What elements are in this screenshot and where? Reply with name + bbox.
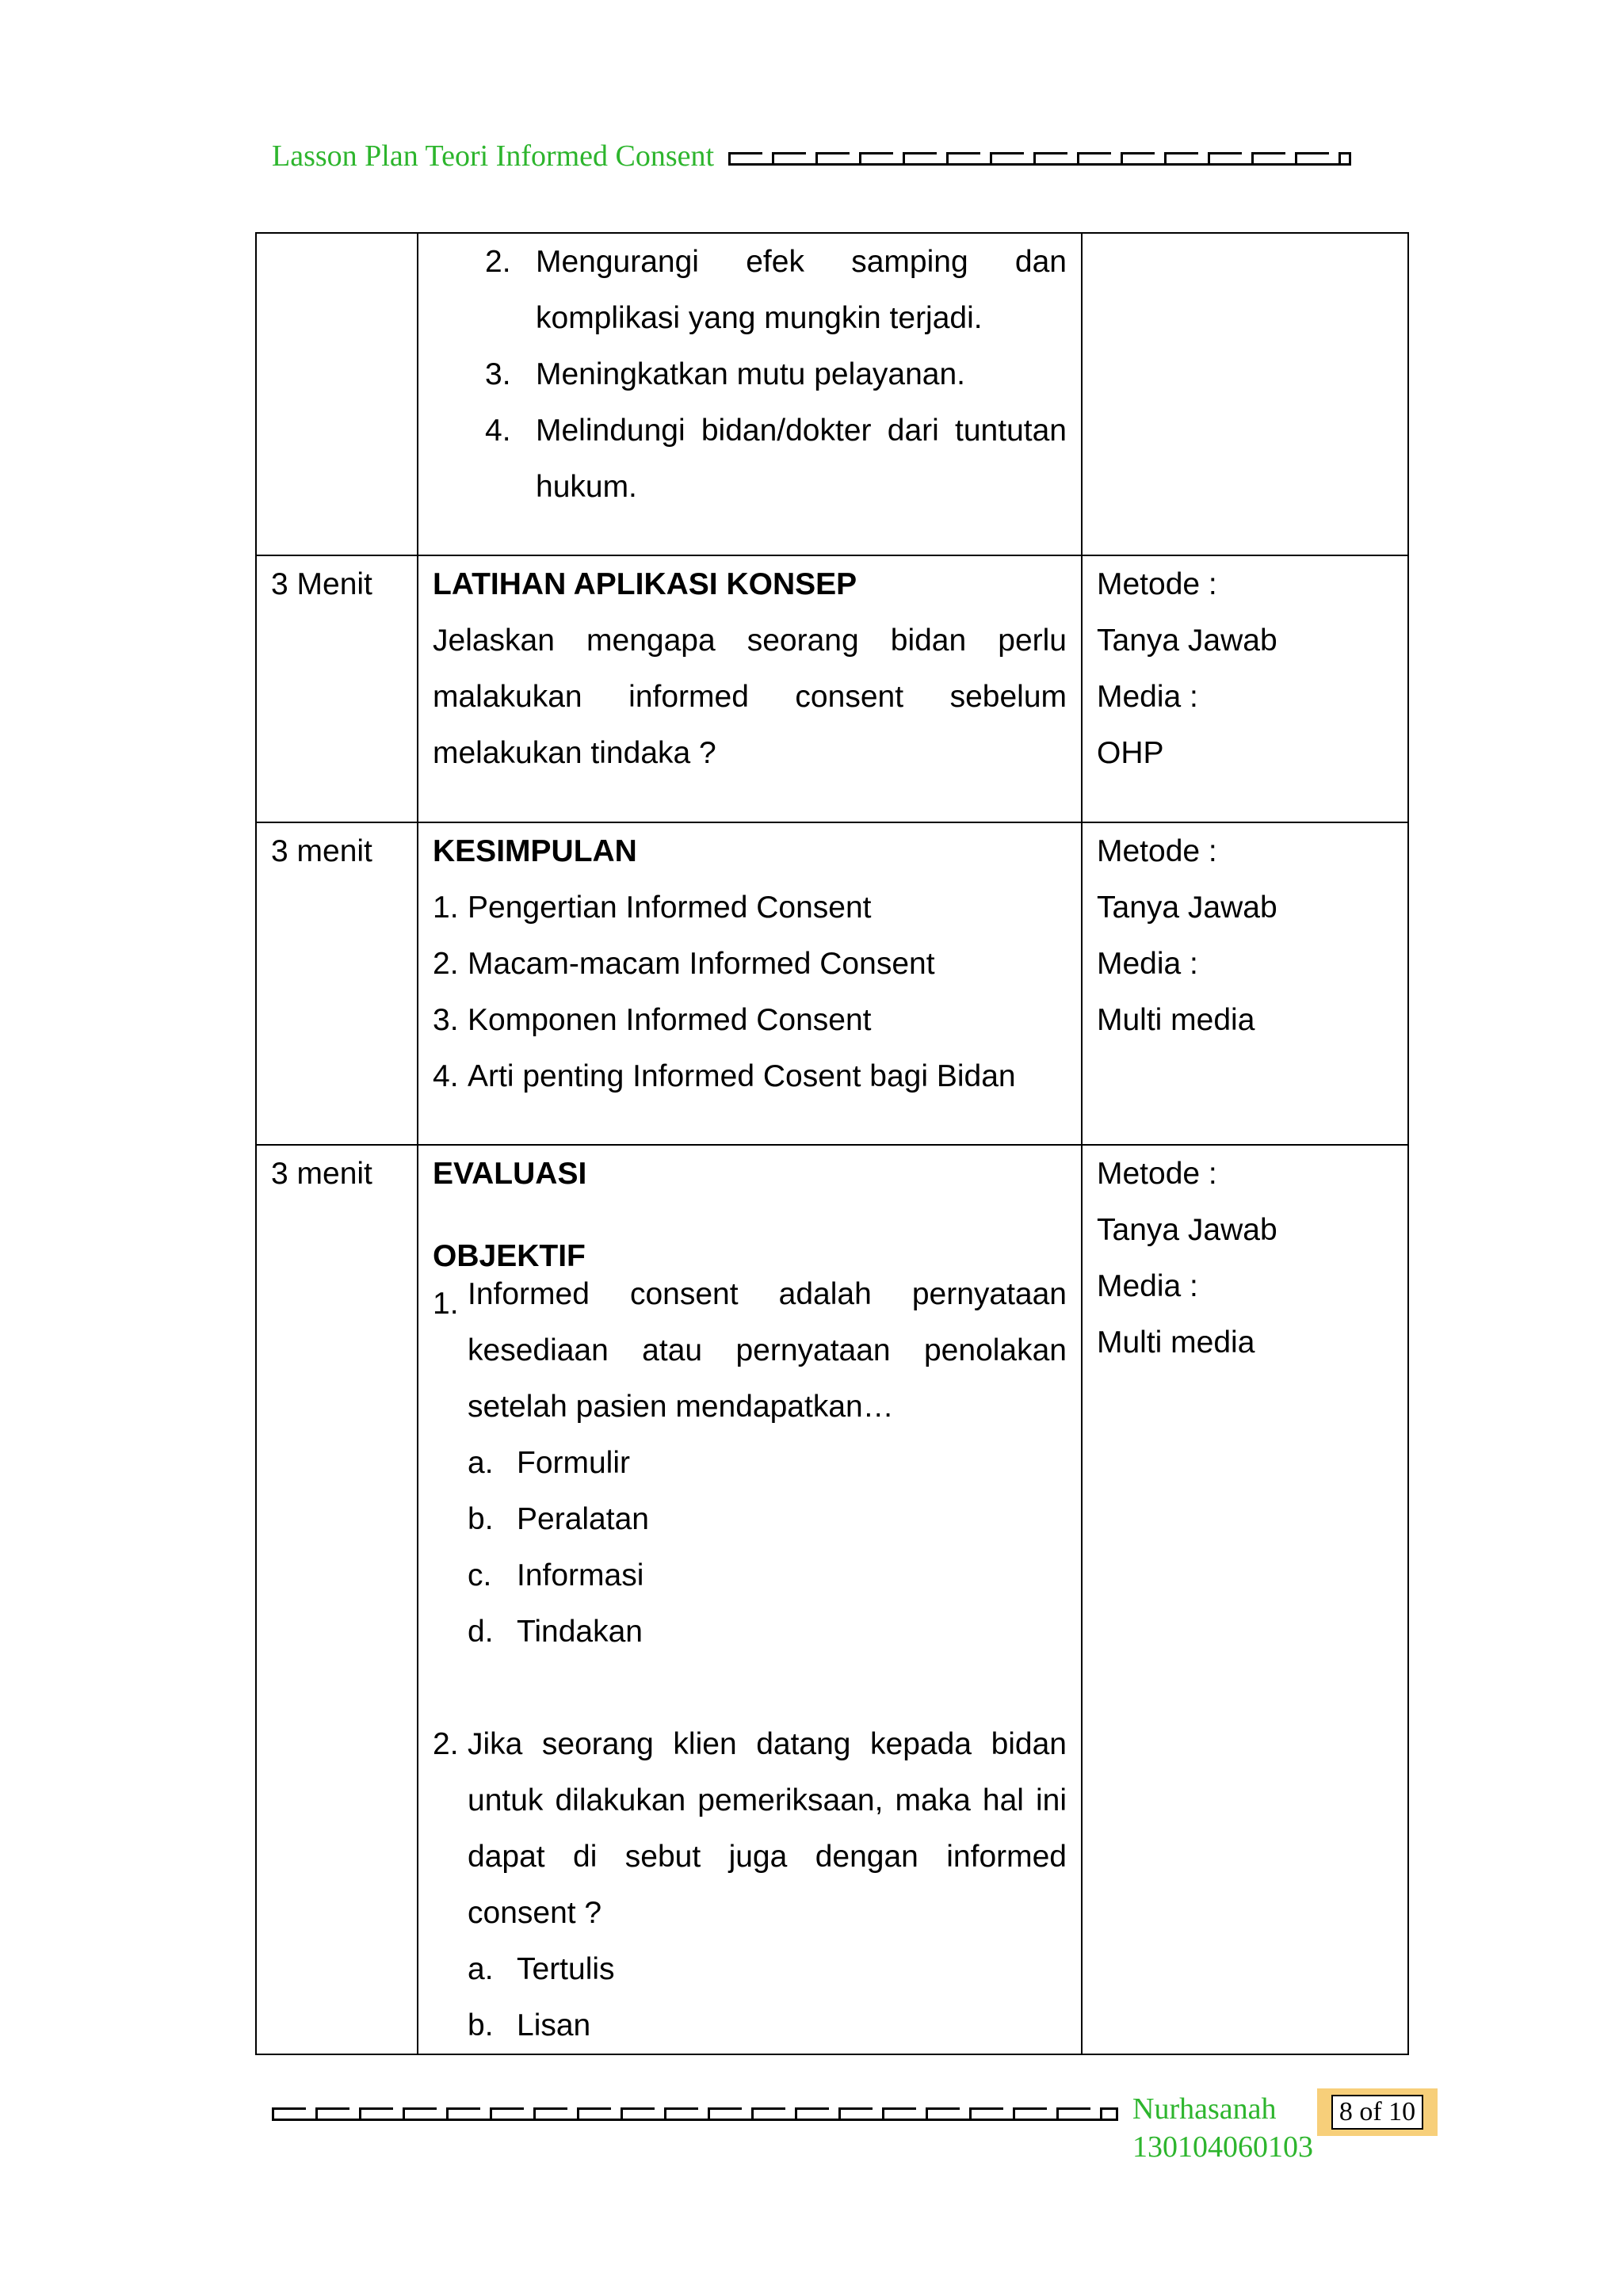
page-footer <box>272 2085 1313 2166</box>
media-value: Multi media <box>1097 1325 1255 1360</box>
question-list <box>433 1276 1067 1435</box>
table-row <box>256 233 1408 555</box>
time-cell: 3 Menit <box>256 555 418 822</box>
content-cell <box>418 1145 1082 2054</box>
answer-option: b. Peralatan <box>468 1502 649 1536</box>
section-heading: LATIHAN APLIKASI KONSEP <box>433 567 857 601</box>
question-item: 1. Informed consent adalah pernyataan kesediaan atau pernyataan penolakan setelah pasien mendapatkan… <box>433 1276 1067 1435</box>
answer-options <box>433 1941 1067 2054</box>
answer-option: b. Lisan <box>468 2008 591 2042</box>
page-header <box>272 136 1351 176</box>
media-value: Multi media <box>1097 1003 1255 1037</box>
header-decorative-border <box>728 152 1351 166</box>
page-number: 8 of 10 <box>1331 2095 1423 2130</box>
conclusion-list <box>433 879 1067 1104</box>
list-item: 3. Meningkatkan mutu pelayanan. <box>485 357 966 391</box>
media-value: OHP <box>1097 736 1164 770</box>
question-text: Jika seorang klien datang kepada bidan untuk dilakukan pemeriksaan, maka hal ini dapat di sebut juga dengan informed consent ? <box>468 1727 1067 1930</box>
list-item: 3. Komponen Informed Consent <box>433 1003 872 1037</box>
exercise-question: Jelaskan mengapa seorang bidan perlu malakukan informed consent sebelum melakukan tindaka ? <box>433 624 1067 770</box>
table-row <box>256 1145 1408 2054</box>
media-label: Media : <box>1097 680 1198 714</box>
question-list <box>433 1716 1067 1941</box>
author-info <box>1132 2090 1313 2166</box>
media-label: Media : <box>1097 947 1198 981</box>
method-label: Metode : <box>1097 834 1217 868</box>
time-cell: 3 menit <box>256 1145 418 2054</box>
section-subheading: OBJEKTIF <box>433 1239 586 1273</box>
list-item: 2. Mengurangi efek samping dan komplikasi yang mungkin terjadi. <box>485 245 1067 335</box>
time-cell <box>256 233 418 555</box>
list-item: 4. Arti penting Informed Cosent bagi Bidan <box>433 1059 1016 1093</box>
list-item: 4. Melindungi bidan/dokter dari tuntutan hukum. <box>485 414 1067 504</box>
section-heading: KESIMPULAN <box>433 834 637 868</box>
content-cell <box>418 822 1082 1145</box>
header-title: Lasson Plan Teori Informed Consent <box>272 139 715 173</box>
answer-options <box>433 1435 1067 1660</box>
question-text: Informed consent adalah pernyataan kesediaan atau pernyataan penolakan setelah pasien mendapatkan… <box>468 1277 1067 1424</box>
method-value: Tanya Jawab <box>1097 624 1277 658</box>
answer-option: a. Tertulis <box>468 1952 615 1986</box>
table-row <box>256 822 1408 1145</box>
question-item: 2. Jika seorang klien datang kepada bidan untuk dilakukan pemeriksaan, maka hal ini dapat di sebut juga dengan informed consent ? <box>433 1716 1067 1941</box>
time-cell: 3 menit <box>256 822 418 1145</box>
answer-option: a. Formulir <box>468 1446 630 1480</box>
method-cell <box>1082 555 1408 822</box>
method-value: Tanya Jawab <box>1097 1213 1277 1247</box>
section-heading: EVALUASI <box>433 1157 587 1191</box>
author-name: Nurhasanah <box>1132 2092 1277 2126</box>
table-row <box>256 555 1408 822</box>
footer-decorative-border <box>272 2107 1118 2121</box>
content-cell <box>418 555 1082 822</box>
answer-option: d. Tindakan <box>468 1615 643 1649</box>
list-item: 2. Macam-macam Informed Consent <box>433 947 935 981</box>
author-id: 130104060103 <box>1132 2130 1313 2164</box>
method-label: Metode : <box>1097 1157 1217 1191</box>
method-label: Metode : <box>1097 567 1217 601</box>
content-cell <box>418 233 1082 555</box>
method-value: Tanya Jawab <box>1097 891 1277 925</box>
answer-option: c. Informasi <box>468 1558 644 1592</box>
lesson-plan-table <box>255 232 1409 2055</box>
list-item: 1. Pengertian Informed Consent <box>433 891 872 925</box>
method-cell <box>1082 233 1408 555</box>
method-cell <box>1082 822 1408 1145</box>
method-cell <box>1082 1145 1408 2054</box>
page-number-badge <box>1317 2088 1438 2136</box>
purpose-list <box>433 234 1067 515</box>
media-label: Media : <box>1097 1269 1198 1303</box>
